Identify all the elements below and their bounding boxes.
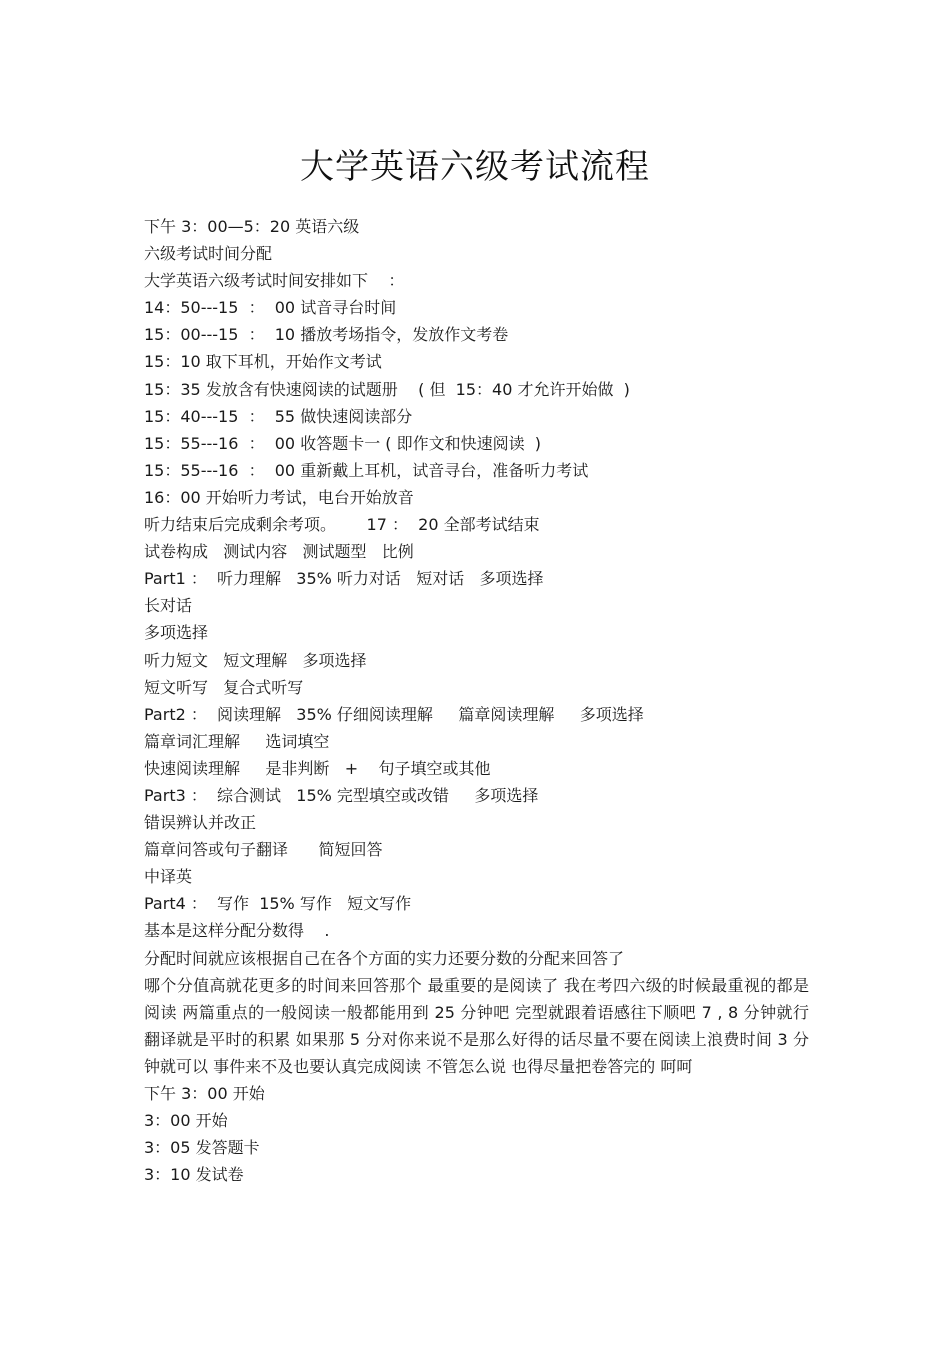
document-title: 大学英语六级考试流程 (300, 147, 650, 187)
text-line: 15：55---16 ： 00 重新戴上耳机，试音寻台，准备听力考试 (144, 460, 589, 480)
text-line: 下午 3：00—5：20 英语六级 (144, 217, 360, 236)
text-line: 15：55---16 ： 00 收答题卡一 ( 即作文和快速阅读 ) (144, 433, 542, 453)
text-line: 16：00 开始听力考试，电台开始放音 (144, 487, 414, 507)
text-line: 六级考试时间分配 (144, 244, 273, 264)
text-line: Part3 ： 综合测试 15% 完型填空或改错 多项选择 (144, 785, 539, 805)
text-line: 听力结束后完成剩余考项。 17 ： 20 全部考试结束 (144, 515, 540, 535)
text-line: 15：00---15 ： 10 播放考场指令，发放作文考卷 (144, 325, 509, 345)
text-line: 3：05 发答题卡 (144, 1138, 260, 1158)
text-line: 分配时间就应该根据自己在各个方面的实力还要分数的分配来回答了 (144, 948, 625, 968)
text-line: 大学英语六级考试时间安排如下 ： (144, 271, 405, 291)
text-line: 15：40---15 ： 55 做快速阅读部分 (144, 406, 413, 426)
text-line: Part1 ： 听力理解 35% 听力对话 短对话 多项选择 (144, 569, 544, 589)
text-line: Part2 ： 阅读理解 35% 仔细阅读理解 篇章阅读理解 多项选择 (144, 704, 644, 724)
text-line: 快速阅读理解 是非判断 + 句子填空或其他 (144, 758, 491, 778)
text-line: 试卷构成 测试内容 测试题型 比例 (144, 542, 414, 562)
text-line: 长对话 (144, 596, 193, 616)
text-line: 短文听写 复合式听写 (144, 677, 304, 697)
text-line: 3：00 开始 (144, 1111, 228, 1131)
document-body (144, 213, 809, 1188)
text-line: 错误辨认并改正 (144, 813, 257, 833)
text-line: 下午 3：00 开始 (144, 1084, 265, 1103)
text-line: Part4 ： 写作 15% 写作 短文写作 (144, 894, 412, 914)
text-line: 多项选择 (144, 623, 209, 643)
text-line: 篇章词汇理解 选词填空 (144, 731, 330, 751)
text-line: 中译英 (144, 867, 193, 887)
text-line: 听力短文 短文理解 多项选择 (144, 650, 367, 670)
text-line: 3：10 发试卷 (144, 1165, 244, 1185)
text-line: 14：50---15 ： 00 试音寻台时间 (144, 298, 397, 318)
text-line: 篇章问答或句子翻译 简短回答 (144, 840, 383, 860)
text-line: 15：35 发放含有快速阅读的试题册 ( 但 15：40 才允许开始做 ) (144, 379, 630, 399)
text-line: 基本是这样分配分数得 . (144, 921, 330, 941)
body-paragraph: 哪个分值高就花更多的时间来回答那个 最重要的是阅读了 我在考四六级的时候最重视的都是阅读 两篇重点的一般阅读一般都能用到 25 分钟吧 完型就跟着语感往下顺吧 7 , 8 分钟就行 翻译就是平时的积累 如果那 5 分对你来说不是那么好得的话尽量不要在阅读上浪费时间 3 分钟就可以 事件来不及也要认真完成阅读 不管怎么说 也得尽量把卷答完的 呵呵 (144, 975, 809, 1076)
text-line: 15：10 取下耳机，开始作文考试 (144, 352, 382, 372)
